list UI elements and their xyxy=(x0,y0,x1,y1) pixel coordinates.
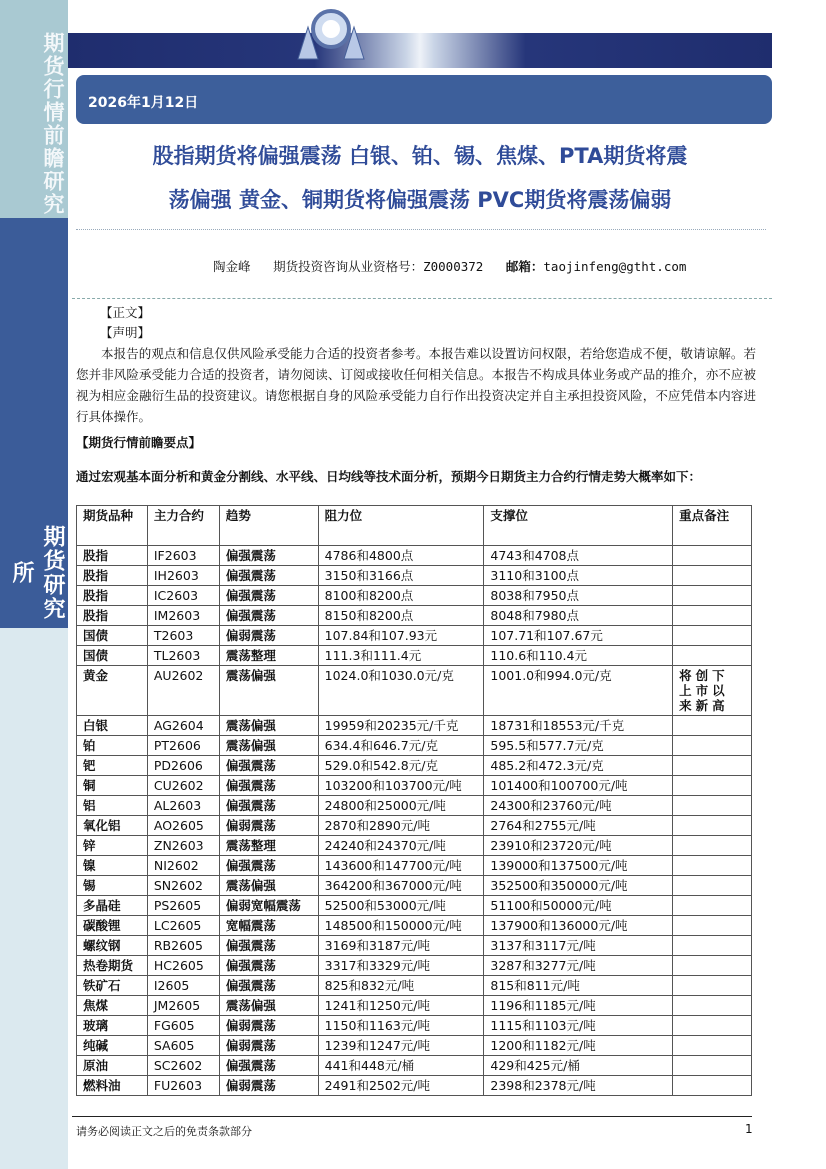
table-row xyxy=(77,666,752,716)
table-cell: SC2602 xyxy=(147,1056,219,1076)
author-license: 期货投资咨询从业资格号：Z0000372 xyxy=(273,259,484,274)
table-cell: 偏强震荡 xyxy=(219,1056,318,1076)
table-cell: IH2603 xyxy=(147,566,219,586)
section-body: 【正文】 xyxy=(100,305,151,320)
table-row xyxy=(77,736,752,756)
table-cell: CU2602 xyxy=(147,776,219,796)
table-cell: 多晶硅 xyxy=(77,896,148,916)
table-cell xyxy=(673,736,752,756)
table-cell: 103200和103700元/吨 xyxy=(318,776,484,796)
table-cell: 铝 xyxy=(77,796,148,816)
table-row xyxy=(77,876,752,896)
table-row xyxy=(77,1036,752,1056)
table-cell: JM2605 xyxy=(147,996,219,1016)
table-cell: 110.6和110.4元 xyxy=(484,646,673,666)
table-row xyxy=(77,716,752,736)
sidebar-bottom xyxy=(0,628,68,1169)
table-cell xyxy=(673,976,752,996)
table-cell: 1196和1185元/吨 xyxy=(484,996,673,1016)
table-cell: 震荡偏强 xyxy=(219,736,318,756)
table-cell: 偏弱震荡 xyxy=(219,816,318,836)
table-row xyxy=(77,896,752,916)
table-cell: 1001.0和994.0元/克 xyxy=(484,666,673,716)
table-cell: 107.71和107.67元 xyxy=(484,626,673,646)
table-cell xyxy=(673,716,752,736)
table-cell: 燃料油 xyxy=(77,1076,148,1096)
table-cell: 3150和3166点 xyxy=(318,566,484,586)
table-cell: 股指 xyxy=(77,606,148,626)
table-cell: 3287和3277元/吨 xyxy=(484,956,673,976)
table-cell: SA605 xyxy=(147,1036,219,1056)
table-cell xyxy=(673,956,752,976)
table-cell: 8038和7950点 xyxy=(484,586,673,606)
table-cell xyxy=(673,1016,752,1036)
table-cell: 429和425元/桶 xyxy=(484,1056,673,1076)
table-cell: 偏强震荡 xyxy=(219,936,318,956)
table-cell: 1241和1250元/吨 xyxy=(318,996,484,1016)
column-header: 主力合约 xyxy=(147,506,219,546)
table-row xyxy=(77,756,752,776)
table-cell: LC2605 xyxy=(147,916,219,936)
table-cell: 107.84和107.93元 xyxy=(318,626,484,646)
table-cell: 1115和1103元/吨 xyxy=(484,1016,673,1036)
table-row xyxy=(77,836,752,856)
table-cell: 4743和4708点 xyxy=(484,546,673,566)
column-header: 期货品种 xyxy=(77,506,148,546)
table-cell: 3110和3100点 xyxy=(484,566,673,586)
header-banner xyxy=(68,33,772,68)
forecast-table xyxy=(76,505,752,1096)
table-cell: FU2603 xyxy=(147,1076,219,1096)
table-row xyxy=(77,1076,752,1096)
table-cell: 铂 xyxy=(77,736,148,756)
table-cell: 529.0和542.8元/克 xyxy=(318,756,484,776)
table-row xyxy=(77,956,752,976)
table-cell: AL2603 xyxy=(147,796,219,816)
table-cell: 2398和2378元/吨 xyxy=(484,1076,673,1096)
table-cell: 485.2和472.3元/克 xyxy=(484,756,673,776)
table-cell: RB2605 xyxy=(147,936,219,956)
table-cell: 101400和100700元/吨 xyxy=(484,776,673,796)
report-title-line1: 股指期货将偏强震荡 白银、铂、锡、焦煤、PTA期货将震 xyxy=(152,144,688,168)
table-cell xyxy=(673,896,752,916)
table-cell xyxy=(673,546,752,566)
table-row xyxy=(77,776,752,796)
table-cell: 震荡偏强 xyxy=(219,876,318,896)
table-cell: 氧化铝 xyxy=(77,816,148,836)
column-header: 支撑位 xyxy=(484,506,673,546)
table-cell: 3169和3187元/吨 xyxy=(318,936,484,956)
intro-text: 通过宏观基本面分析和黄金分割线、水平线、日均线等技术面分析，预期今日期货主力合约行情走势大概率如下： xyxy=(76,469,702,484)
table-cell: 815和811元/吨 xyxy=(484,976,673,996)
table-cell: 玻璃 xyxy=(77,1016,148,1036)
table-cell xyxy=(673,586,752,606)
table-row xyxy=(77,816,752,836)
table-cell: 热卷期货 xyxy=(77,956,148,976)
table-row xyxy=(77,546,752,566)
table-cell: 偏强震荡 xyxy=(219,976,318,996)
table-cell: 震荡整理 xyxy=(219,646,318,666)
table-cell: 震荡偏强 xyxy=(219,996,318,1016)
table-cell: 螺纹钢 xyxy=(77,936,148,956)
table-cell: 24240和24370元/吨 xyxy=(318,836,484,856)
table-row xyxy=(77,796,752,816)
email-label: 邮箱： xyxy=(505,259,544,274)
table-cell: 137900和136000元/吨 xyxy=(484,916,673,936)
table-cell: 24300和23760元/吨 xyxy=(484,796,673,816)
table-cell: 偏强震荡 xyxy=(219,566,318,586)
author-name: 陶金峰 xyxy=(213,259,251,274)
table-cell: 偏强震荡 xyxy=(219,956,318,976)
table-cell: AU2602 xyxy=(147,666,219,716)
table-row xyxy=(77,996,752,1016)
table-cell: 8100和8200点 xyxy=(318,586,484,606)
report-date: 2026年1月12日 xyxy=(88,95,199,111)
table-cell: 634.4和646.7元/克 xyxy=(318,736,484,756)
table-cell: TL2603 xyxy=(147,646,219,666)
column-header: 趋势 xyxy=(219,506,318,546)
table-cell: 偏弱震荡 xyxy=(219,1036,318,1056)
table-cell: 148500和150000元/吨 xyxy=(318,916,484,936)
table-cell xyxy=(673,936,752,956)
table-cell: 股指 xyxy=(77,566,148,586)
table-row xyxy=(77,916,752,936)
table-cell xyxy=(673,836,752,856)
table-row xyxy=(77,606,752,626)
table-cell: 国债 xyxy=(77,626,148,646)
table-cell: 铜 xyxy=(77,776,148,796)
table-cell xyxy=(673,876,752,896)
table-cell: 51100和50000元/吨 xyxy=(484,896,673,916)
table-cell: 股指 xyxy=(77,546,148,566)
table-cell: IM2603 xyxy=(147,606,219,626)
table-cell: 锌 xyxy=(77,836,148,856)
table-cell: 宽幅震荡 xyxy=(219,916,318,936)
table-row xyxy=(77,566,752,586)
sidebar-mid xyxy=(0,218,68,628)
table-cell: 1239和1247元/吨 xyxy=(318,1036,484,1056)
table-cell: IF2603 xyxy=(147,546,219,566)
table-cell: 偏强震荡 xyxy=(219,796,318,816)
table-cell: 8150和8200点 xyxy=(318,606,484,626)
table-cell: 纯碱 xyxy=(77,1036,148,1056)
table-cell: 锡 xyxy=(77,876,148,896)
table-cell: 2491和2502元/吨 xyxy=(318,1076,484,1096)
divider xyxy=(76,229,766,230)
table-cell xyxy=(673,856,752,876)
table-cell: 19959和20235元/千克 xyxy=(318,716,484,736)
table-row xyxy=(77,856,752,876)
table-cell: 震荡偏强 xyxy=(219,716,318,736)
sidebar-top-label: 期货行情前瞻研究 xyxy=(41,32,65,216)
table-cell: 143600和147700元/吨 xyxy=(318,856,484,876)
table-cell: 364200和367000元/吨 xyxy=(318,876,484,896)
table-cell: NI2602 xyxy=(147,856,219,876)
table-cell: 139000和137500元/吨 xyxy=(484,856,673,876)
table-cell: 偏弱震荡 xyxy=(219,1076,318,1096)
table-cell: 3317和3329元/吨 xyxy=(318,956,484,976)
table-cell: 碳酸锂 xyxy=(77,916,148,936)
table-cell: T2603 xyxy=(147,626,219,646)
table-cell: 偏弱震荡 xyxy=(219,1016,318,1036)
table-cell: 2870和2890元/吨 xyxy=(318,816,484,836)
table-cell: 偏强震荡 xyxy=(219,586,318,606)
footer-note: 请务必阅读正文之后的免责条款部分 xyxy=(76,1125,252,1138)
diamond-logo-icon xyxy=(296,7,366,65)
table-cell: ZN2603 xyxy=(147,836,219,856)
table-row xyxy=(77,646,752,666)
key-points-heading: 【期货行情前瞻要点】 xyxy=(76,435,202,450)
table-cell xyxy=(673,1056,752,1076)
table-row xyxy=(77,936,752,956)
report-title-line2: 荡偏强 黄金、铜期货将偏强震荡 PVC期货将震荡偏弱 xyxy=(168,188,672,212)
table-cell xyxy=(673,916,752,936)
table-cell: PD2606 xyxy=(147,756,219,776)
table-cell xyxy=(673,606,752,626)
table-row xyxy=(77,1016,752,1036)
table-cell: 1150和1163元/吨 xyxy=(318,1016,484,1036)
table-cell: 1024.0和1030.0元/克 xyxy=(318,666,484,716)
table-cell: 偏弱宽幅震荡 xyxy=(219,896,318,916)
section-disclaimer: 【声明】 xyxy=(100,325,151,340)
table-cell: 352500和350000元/吨 xyxy=(484,876,673,896)
table-cell: HC2605 xyxy=(147,956,219,976)
table-row xyxy=(77,976,752,996)
table-cell: 钯 xyxy=(77,756,148,776)
table-cell: 偏弱震荡 xyxy=(219,626,318,646)
table-cell: PT2606 xyxy=(147,736,219,756)
table-cell: 8048和7980点 xyxy=(484,606,673,626)
footer-divider xyxy=(72,1116,752,1117)
table-cell xyxy=(673,566,752,586)
table-cell: 国债 xyxy=(77,646,148,666)
table-cell: 股指 xyxy=(77,586,148,606)
table-cell xyxy=(673,776,752,796)
disclaimer-text: 本报告的观点和信息仅供风险承受能力合适的投资者参考。本报告难以设置访问权限，若给您造成不便，敬请谅解。若您并非风险承受能力合适的投资者，请勿阅读、订阅或接收任何相关信息。本报告不构成具体业务或产品的推介，亦不应被视为相应金融衍生品的投资建议。请您根据自身的风险承受能力自行作出投资决定并自主承担投资风险，不应凭借本内容进行具体操作。 xyxy=(76,346,756,424)
column-header: 重点备注 xyxy=(673,506,752,546)
table-cell: 偏强震荡 xyxy=(219,776,318,796)
table-cell xyxy=(673,756,752,776)
table-cell: 将创下上市以来新高 xyxy=(673,666,752,716)
table-cell: 偏强震荡 xyxy=(219,856,318,876)
author-line xyxy=(213,257,686,275)
table-cell: 偏强震荡 xyxy=(219,546,318,566)
table-cell: 原油 xyxy=(77,1056,148,1076)
table-cell: 偏强震荡 xyxy=(219,756,318,776)
table-cell: 焦煤 xyxy=(77,996,148,1016)
column-header: 阻力位 xyxy=(318,506,484,546)
table-header-row xyxy=(77,506,752,546)
table-cell: I2605 xyxy=(147,976,219,996)
table-cell xyxy=(673,1076,752,1096)
table-cell xyxy=(673,626,752,646)
table-cell: FG605 xyxy=(147,1016,219,1036)
table-cell: 震荡偏强 xyxy=(219,666,318,716)
table-cell: 2764和2755元/吨 xyxy=(484,816,673,836)
table-cell: 24800和25000元/吨 xyxy=(318,796,484,816)
table-cell: 4786和4800点 xyxy=(318,546,484,566)
table-cell xyxy=(673,796,752,816)
table-cell: AO2605 xyxy=(147,816,219,836)
table-cell: 825和832元/吨 xyxy=(318,976,484,996)
table-cell: 23910和23720元/吨 xyxy=(484,836,673,856)
table-row xyxy=(77,626,752,646)
table-cell xyxy=(673,1036,752,1056)
table-cell: IC2603 xyxy=(147,586,219,606)
table-cell: SN2602 xyxy=(147,876,219,896)
table-cell: PS2605 xyxy=(147,896,219,916)
table-cell xyxy=(673,816,752,836)
table-cell: 镍 xyxy=(77,856,148,876)
table-cell: 1200和1182元/吨 xyxy=(484,1036,673,1056)
table-cell: 铁矿石 xyxy=(77,976,148,996)
table-cell: 18731和18553元/千克 xyxy=(484,716,673,736)
sidebar-mid-label: 期货研究所 xyxy=(9,525,65,621)
table-cell: 3137和3117元/吨 xyxy=(484,936,673,956)
table-cell: 595.5和577.7元/克 xyxy=(484,736,673,756)
table-cell: 52500和53000元/吨 xyxy=(318,896,484,916)
date-banner xyxy=(76,75,772,124)
divider xyxy=(72,298,772,299)
table-row xyxy=(77,1056,752,1076)
table-cell: 震荡整理 xyxy=(219,836,318,856)
table-cell xyxy=(673,646,752,666)
table-cell: 441和448元/桶 xyxy=(318,1056,484,1076)
table-cell: AG2604 xyxy=(147,716,219,736)
table-row xyxy=(77,586,752,606)
author-email[interactable]: taojinfeng@gtht.com xyxy=(543,259,687,274)
table-cell: 白银 xyxy=(77,716,148,736)
table-cell: 偏强震荡 xyxy=(219,606,318,626)
page-number: 1 xyxy=(745,1122,753,1136)
sidebar-top xyxy=(0,0,68,218)
table-cell: 111.3和111.4元 xyxy=(318,646,484,666)
table-cell xyxy=(673,996,752,1016)
table-cell: 黄金 xyxy=(77,666,148,716)
